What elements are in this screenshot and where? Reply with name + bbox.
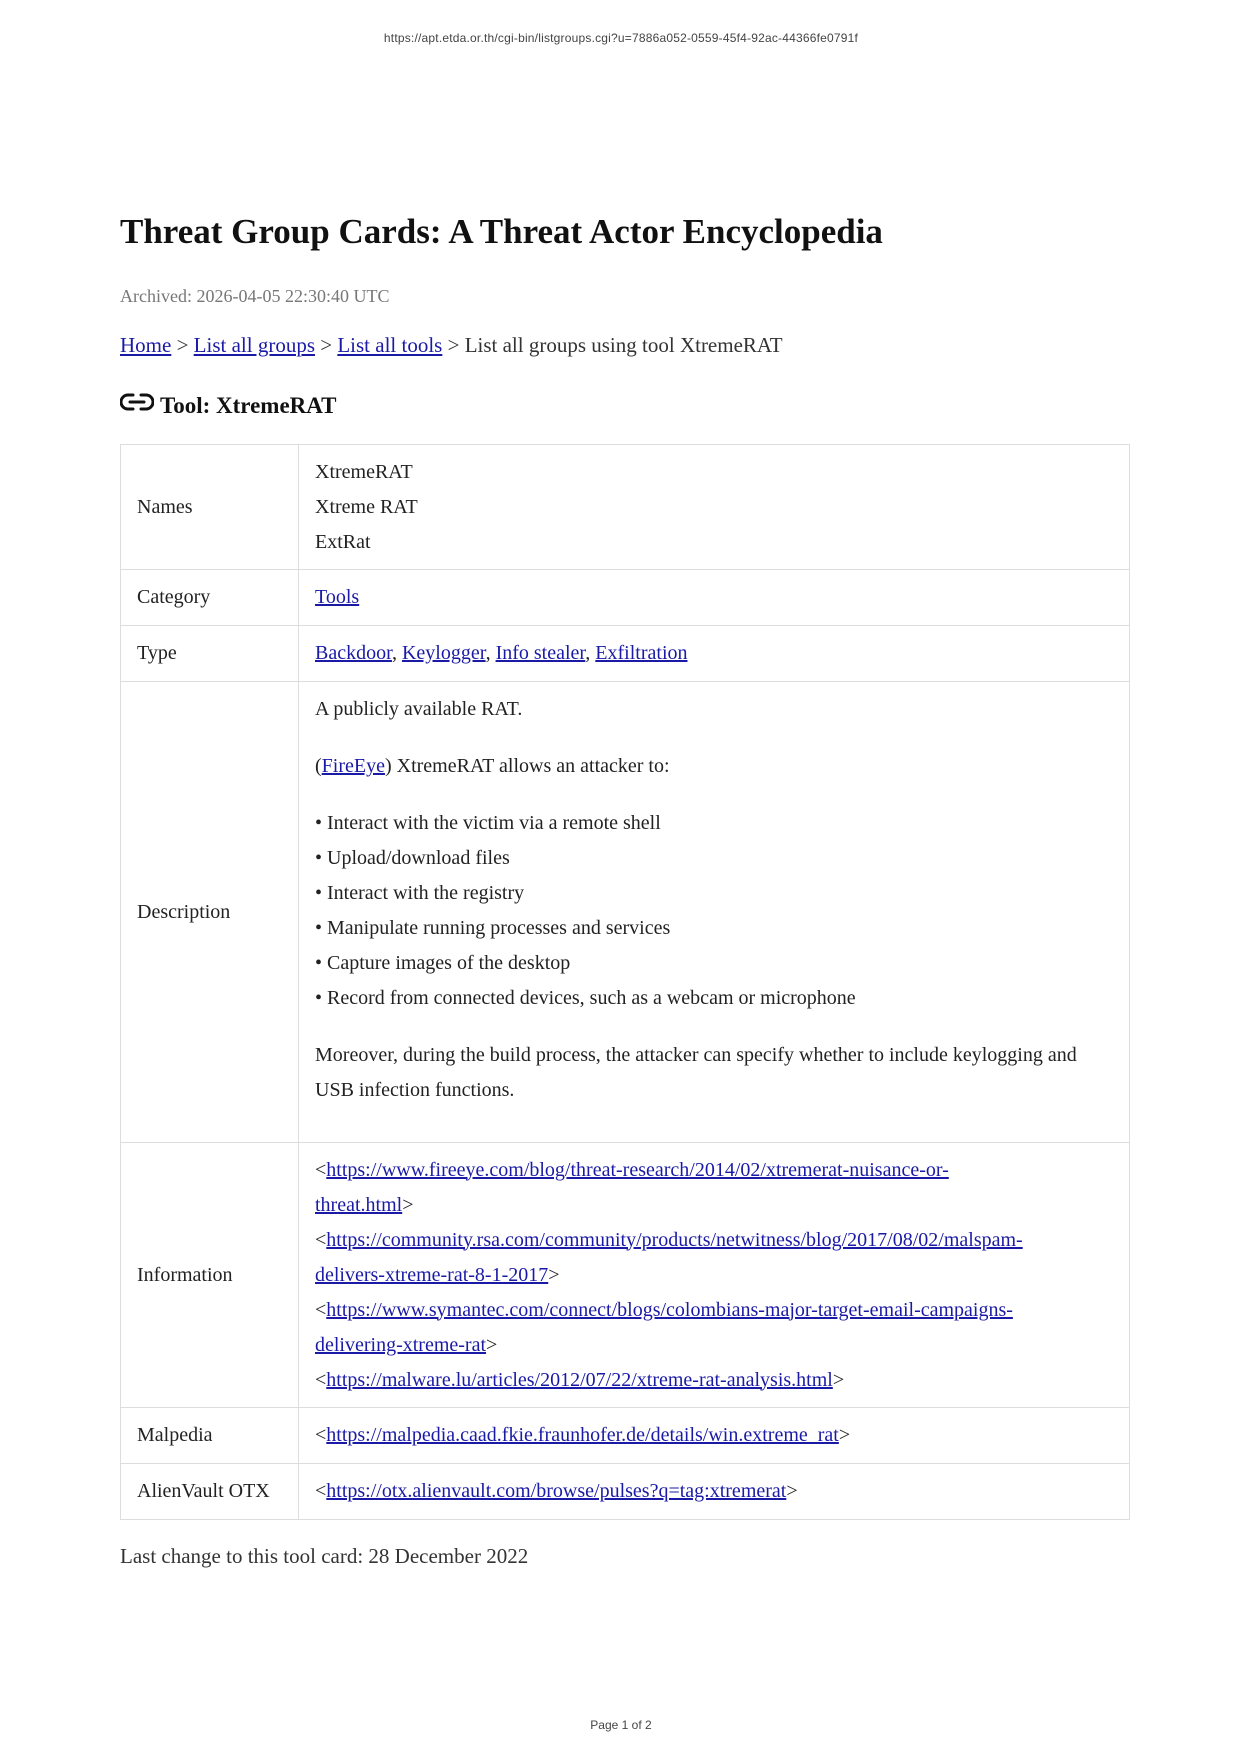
table-row [121, 570, 1130, 626]
table-row [121, 626, 1130, 682]
angle-open: < [315, 1368, 327, 1391]
angle-close: > [402, 1193, 414, 1216]
type-separator: , [585, 642, 596, 664]
tool-name: Xtreme RAT [315, 495, 418, 518]
breadcrumb-separator: > [447, 333, 460, 357]
paren-open: ( [315, 755, 322, 777]
tool-title: Tool: XtremeRAT [160, 393, 337, 418]
type-link-exfiltration[interactable]: Exfiltration [595, 642, 688, 664]
tool-name: XtremeRAT [315, 460, 413, 483]
description-label: Description [121, 682, 299, 1143]
page-number: Page 1 of 2 [590, 1718, 652, 1732]
angle-open: < [315, 1298, 327, 1321]
breadcrumb-home-link[interactable]: Home [120, 333, 172, 357]
type-link-info-stealer[interactable]: Info stealer [495, 642, 586, 664]
last-change-note: Last change to this tool card: 28 December 2022 [120, 1544, 529, 1568]
table-row [121, 1143, 1130, 1408]
names-value [299, 445, 1130, 570]
info-reference [315, 1153, 1113, 1223]
list-item: • Upload/download files [315, 847, 510, 869]
malware-lu-reference-link[interactable]: https://malware.lu/articles/2012/07/22/xtreme-rat-analysis.html [326, 1368, 833, 1391]
information-label: Information [121, 1143, 299, 1408]
names-label: Names [121, 445, 299, 570]
table-row [121, 1464, 1130, 1520]
breadcrumb-current: List all groups using tool XtremeRAT [464, 333, 783, 357]
table-row [121, 445, 1130, 570]
print-header-url: https://apt.etda.or.th/cgi-bin/listgroups.cgi?u=7886a052-0559-45f4-92ac-44366fe0791f [383, 31, 859, 45]
breadcrumb-separator: > [320, 333, 333, 357]
description-value [299, 682, 1130, 1143]
type-separator: , [391, 642, 402, 664]
angle-close: > [832, 1368, 845, 1391]
url-part: threat.html [315, 1193, 403, 1216]
rsa-reference-link[interactable] [315, 1229, 1023, 1286]
tool-heading [120, 387, 1130, 421]
angle-close: > [548, 1263, 560, 1286]
otx-label: AlienVault OTX [121, 1464, 299, 1520]
list-item: • Interact with the victim via a remote shell [315, 812, 661, 834]
list-item: • Interact with the registry [315, 882, 525, 904]
main-content [120, 210, 1130, 1570]
breadcrumb [120, 331, 1130, 359]
angle-open: < [315, 1228, 327, 1251]
url-part: https://community.rsa.com/community/products/netwitness/blog/2017/08/02/malspam- [326, 1228, 1023, 1251]
otx-value [299, 1464, 1130, 1520]
description-outro: Moreover, during the build process, the attacker can specify whether to include keylogging and USB infection functions. [315, 1044, 1077, 1101]
description-intro: A publicly available RAT. [315, 698, 523, 720]
page-title: Threat Group Cards: A Threat Actor Encyclopedia [120, 212, 883, 251]
angle-close: > [838, 1424, 851, 1446]
category-link[interactable]: Tools [315, 586, 360, 608]
malpedia-link[interactable]: https://malpedia.caad.fkie.fraunhofer.de/details/win.extreme_rat [326, 1424, 839, 1446]
table-row [121, 1408, 1130, 1464]
table-row [121, 682, 1130, 1143]
list-item: • Record from connected devices, such as a webcam or microphone [315, 987, 856, 1009]
list-item: • Capture images of the desktop [315, 952, 571, 974]
angle-close: > [786, 1480, 798, 1502]
angle-open: < [315, 1424, 327, 1446]
url-part: https://www.symantec.com/connect/blogs/colombians-major-target-email-campaigns- [326, 1298, 1013, 1321]
angle-close: > [486, 1333, 498, 1356]
type-separator: , [485, 642, 496, 664]
info-reference [315, 1293, 1113, 1363]
capability-list [315, 806, 1113, 1016]
list-item: • Manipulate running processes and services [315, 917, 671, 939]
type-link-keylogger[interactable]: Keylogger [401, 642, 486, 664]
breadcrumb-groups-link[interactable]: List all groups [193, 333, 315, 357]
category-label: Category [121, 570, 299, 626]
breadcrumb-separator: > [176, 333, 189, 357]
category-value [299, 570, 1130, 626]
angle-open: < [315, 1158, 327, 1181]
type-label: Type [121, 626, 299, 682]
link-icon [120, 391, 154, 413]
breadcrumb-tools-link[interactable]: List all tools [337, 333, 443, 357]
symantec-reference-link[interactable] [315, 1299, 1013, 1356]
malpedia-value [299, 1408, 1130, 1464]
fireeye-link[interactable]: FireEye [321, 755, 385, 777]
malpedia-label: Malpedia [121, 1408, 299, 1464]
tool-name: ExtRat [315, 530, 371, 553]
url-part: delivering-xtreme-rat [315, 1333, 487, 1356]
information-value [299, 1143, 1130, 1408]
description-source [315, 749, 1113, 784]
archived-timestamp: Archived: 2026-04-05 22:30:40 UTC [120, 286, 390, 306]
type-value [299, 626, 1130, 682]
type-link-backdoor[interactable]: Backdoor [315, 642, 392, 664]
info-reference [315, 1363, 1113, 1398]
url-part: delivers-xtreme-rat-8-1-2017 [315, 1263, 549, 1286]
tool-card-table [120, 444, 1130, 1520]
info-reference [315, 1223, 1113, 1293]
angle-open: < [315, 1480, 327, 1502]
url-part: https://www.fireeye.com/blog/threat-research/2014/02/xtremerat-nuisance-or- [326, 1158, 949, 1181]
description-source-text: ) XtremeRAT allows an attacker to: [384, 755, 670, 777]
otx-link[interactable]: https://otx.alienvault.com/browse/pulses?q=tag:xtremerat [326, 1480, 787, 1502]
